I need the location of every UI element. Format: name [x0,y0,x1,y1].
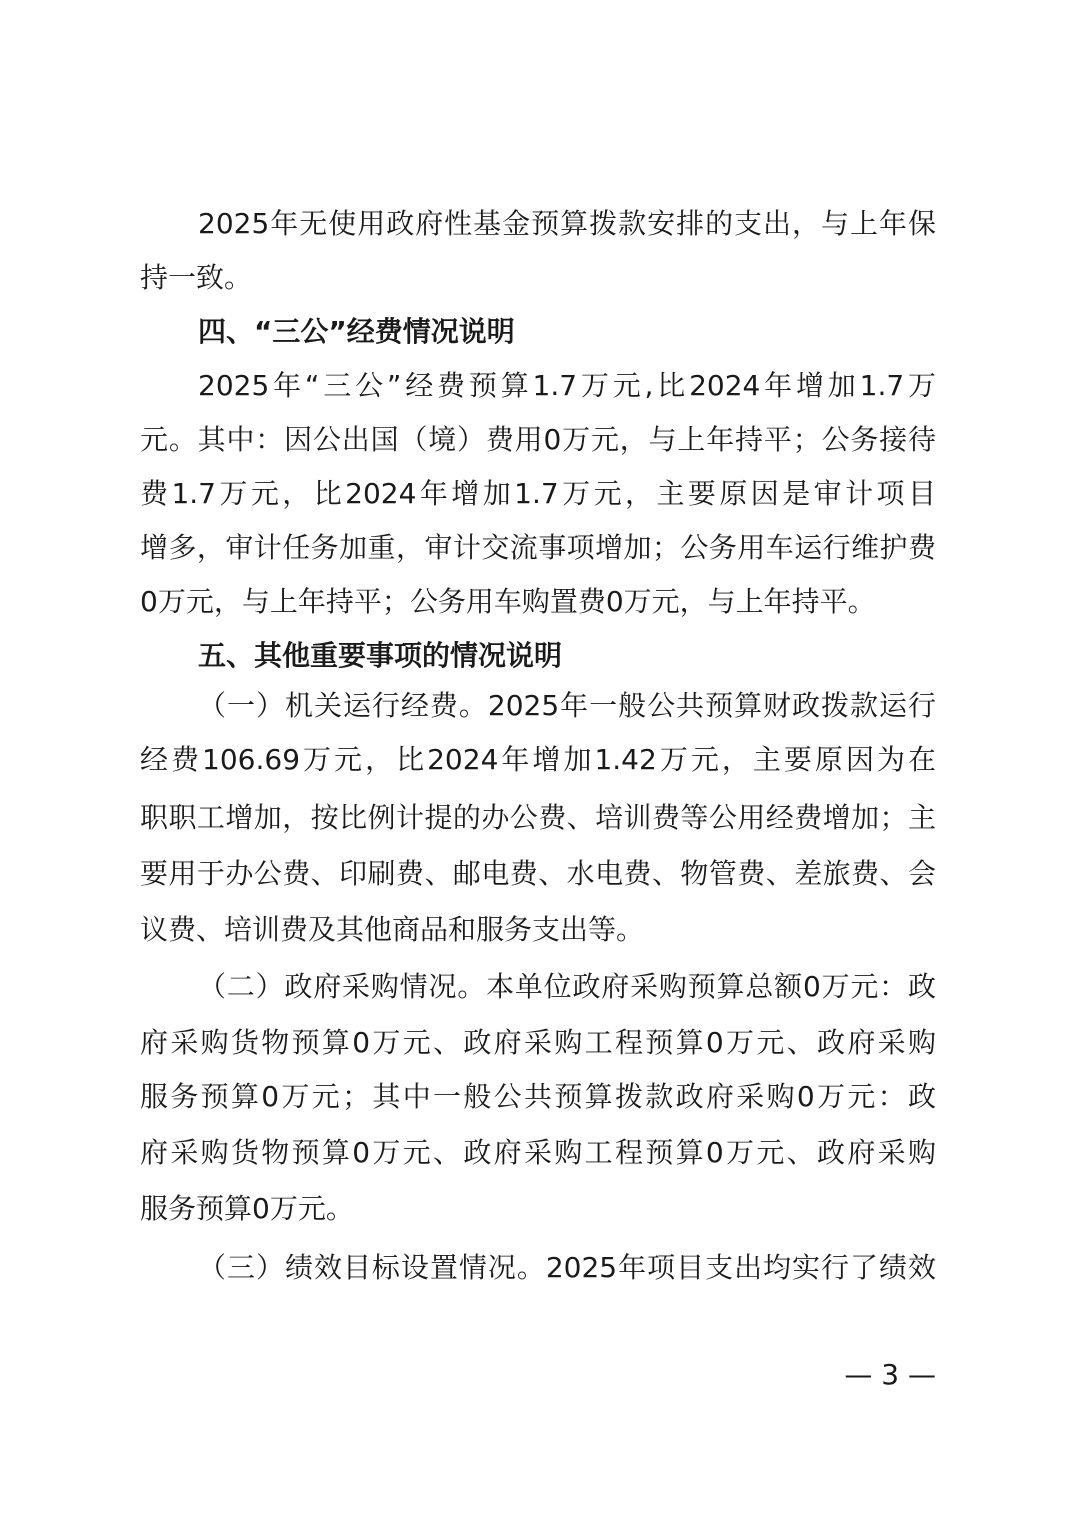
paragraph-3-line-1: 2025年“三公”经费预算1.7万元,比2024年增加1.7万 [198,369,936,402]
paragraph-6-line-3: 服务预算0万元；其中一般公共预算拨款政府采购0万元：政 [140,1080,936,1113]
paragraph-1-line-1: 2025年无使用政府性基金预算拨款安排的支出，与上年保 [198,207,936,240]
section-heading-5: 五、其他重要事项的情况说明 [198,639,563,672]
paragraph-5-line-5: 议费、培训费及其他商品和服务支出等。 [140,913,645,946]
paragraph-1-line-2: 持一致。 [140,261,253,294]
page-number: — 3 — [844,1358,936,1391]
paragraph-6-line-1: （二）政府采购情况。本单位政府采购预算总额0万元：政 [198,970,936,1003]
paragraph-5-line-1: （一）机关运行经费。2025年一般公共预算财政拨款运行 [198,689,936,722]
paragraph-3-line-4: 增多，审计任务加重，审计交流事项增加；公务用车运行维护费 [140,531,936,564]
paragraph-6-line-5: 服务预算0万元。 [140,1192,354,1225]
paragraph-5-line-4: 要用于办公费、印刷费、邮电费、水电费、物管费、差旅费、会 [140,857,936,890]
paragraph-3-line-5: 0万元，与上年持平；公务用车购置费0万元，与上年持平。 [140,585,876,618]
section-heading-4: 四、“三公”经费情况说明 [198,315,515,348]
paragraph-5-line-2: 经费106.69万元，比2024年增加1.42万元，主要原因为在 [140,743,936,776]
paragraph-7-line-1: （三）绩效目标设置情况。2025年项目支出均实行了绩效 [198,1251,936,1284]
paragraph-5-line-3: 职职工增加，按比例计提的办公费、培训费等公用经费增加；主 [140,801,936,834]
paragraph-6-line-2: 府采购货物预算0万元、政府采购工程预算0万元、政府采购 [140,1026,936,1059]
paragraph-3-line-3: 费1.7万元，比2024年增加1.7万元，主要原因是审计项目 [140,477,936,510]
paragraph-6-line-4: 府采购货物预算0万元、政府采购工程预算0万元、政府采购 [140,1136,936,1169]
paragraph-3-line-2: 元。其中：因公出国（境）费用0万元，与上年持平；公务接待 [140,423,936,456]
